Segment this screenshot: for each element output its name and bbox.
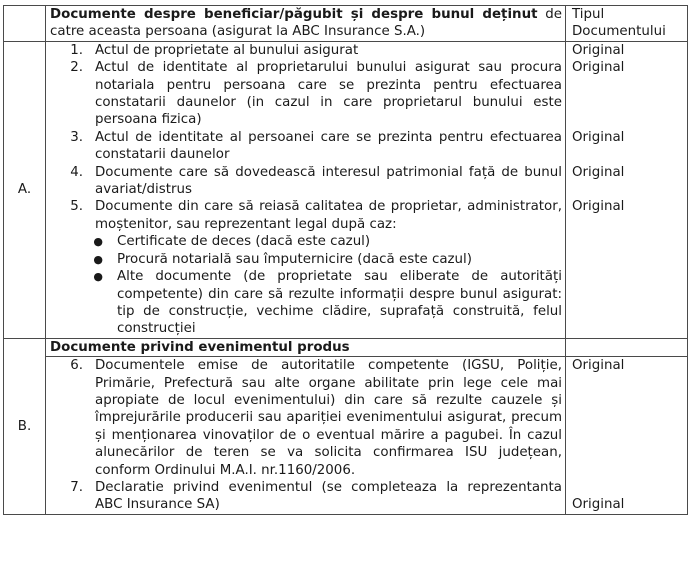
bullet-text: Alte documente (de proprietate sau eliberate de autorități competente) din care să rezulte informații despre bunul asigurat: tip de construcție, vechime clădire, suprafață construită, felul construcției [117, 269, 562, 337]
section-a-row [4, 41, 688, 338]
item-text: Documentele emise de autoritatile competente (IGSU, Poliție, Primărie, Prefectură sau alte organe abilitate prin lege cele mai apropiate de locul evenimentului) din care să rezulte cauzele și împrejurările producerii sau apariției evenimentului asigurat, precum și menționarea vinovaților de o eventual mărire a pagubei. În cazul alunecărilor de teren se va solicita confirmarea ISU județean, conform Ordinului M.A.I. nr.1160/2006. [95, 358, 562, 478]
doc-type-value: Original [572, 164, 625, 180]
section-cell-empty [4, 6, 46, 42]
list-item [50, 59, 562, 129]
list-item [50, 479, 562, 514]
bullet-text: Certificate de deces (dacă este cazul) [117, 234, 371, 250]
item-text: Documente care să dovedească interesul patrimonial față de bunul avariat/distrus [95, 164, 562, 198]
item-number: 6. [70, 358, 83, 374]
doc-type-value-wrap [572, 129, 684, 164]
item-text: Actul de proprietate al bunului asigurat [95, 42, 359, 58]
bullet-icon: ● [93, 235, 103, 249]
item-number: 5. [70, 199, 83, 215]
bullet-text: Procură notarială sau împuternicire (dacă este cazul) [117, 251, 472, 267]
item-text: Declaratie privind evenimentul (se completeaza la reprezentanta ABC Insurance SA) [95, 479, 562, 513]
section-a-content [46, 41, 566, 338]
item-text: Actul de identitate al persoanei care se prezinta pentru efectuarea constatarii daunelor [95, 129, 562, 163]
list-item [50, 164, 562, 199]
section-b-title-doc-empty [566, 338, 688, 356]
list-item [50, 42, 562, 59]
bullet-icon: ● [93, 252, 103, 266]
doc-type-value-wrap [572, 59, 684, 129]
doc-type-value: Original [572, 358, 625, 374]
section-b-content [46, 357, 566, 515]
item-text: Actul de identitate al proprietarului bunului asigurat sau procura notariala pentru persoana care se prezinta pentru efectuarea constatarii daunelor (in cazul in care proprietarul bunului este persoana fizica) [95, 60, 562, 128]
doc-type-value: Original [572, 129, 625, 145]
section-b-letter: B. [4, 338, 46, 514]
bullet-list [50, 233, 562, 337]
item-number: 3. [70, 129, 83, 145]
item-number: 4. [70, 164, 83, 180]
bullet-item [50, 233, 562, 250]
list-item [50, 357, 562, 479]
list-item [50, 198, 562, 233]
doc-type-value: Original [572, 42, 625, 58]
doc-type-value-wrap [572, 357, 684, 496]
doc-type-value-wrap [572, 164, 684, 199]
section-a-doc-types [566, 41, 688, 338]
bullet-icon: ● [93, 270, 103, 284]
item-number: 7. [70, 479, 83, 495]
doc-type-value: Original [572, 199, 625, 215]
section-b-title: Documente privind evenimentul produs [46, 338, 566, 356]
section-b-row [4, 357, 688, 515]
bullet-item [50, 268, 562, 338]
documents-table [3, 5, 688, 515]
list-item [50, 129, 562, 164]
header-title-bold: Documente despre beneficiar/păgubit și despre bunul deținut [50, 7, 538, 22]
bullet-item [50, 251, 562, 268]
section-b-doc-types [566, 357, 688, 515]
item-number: 1. [70, 42, 83, 58]
header-title-cell [46, 6, 566, 42]
doc-type-value: Original [572, 60, 625, 76]
section-b-title-row [4, 338, 688, 356]
header-row [4, 6, 688, 42]
doc-type-value: Original [572, 497, 625, 513]
doc-type-header: Tipul Documentului [566, 6, 688, 42]
item-number: 2. [70, 60, 83, 76]
header-title-rest: de catre aceasta persoana (asigurat la ABC Insurance S.A.) [50, 7, 563, 40]
section-a-letter: A. [4, 41, 46, 338]
item-text: Documente din care să reiasă calitatea de proprietar, administrator, moștenitor, sau reprezentant legal după caz: [95, 199, 562, 232]
